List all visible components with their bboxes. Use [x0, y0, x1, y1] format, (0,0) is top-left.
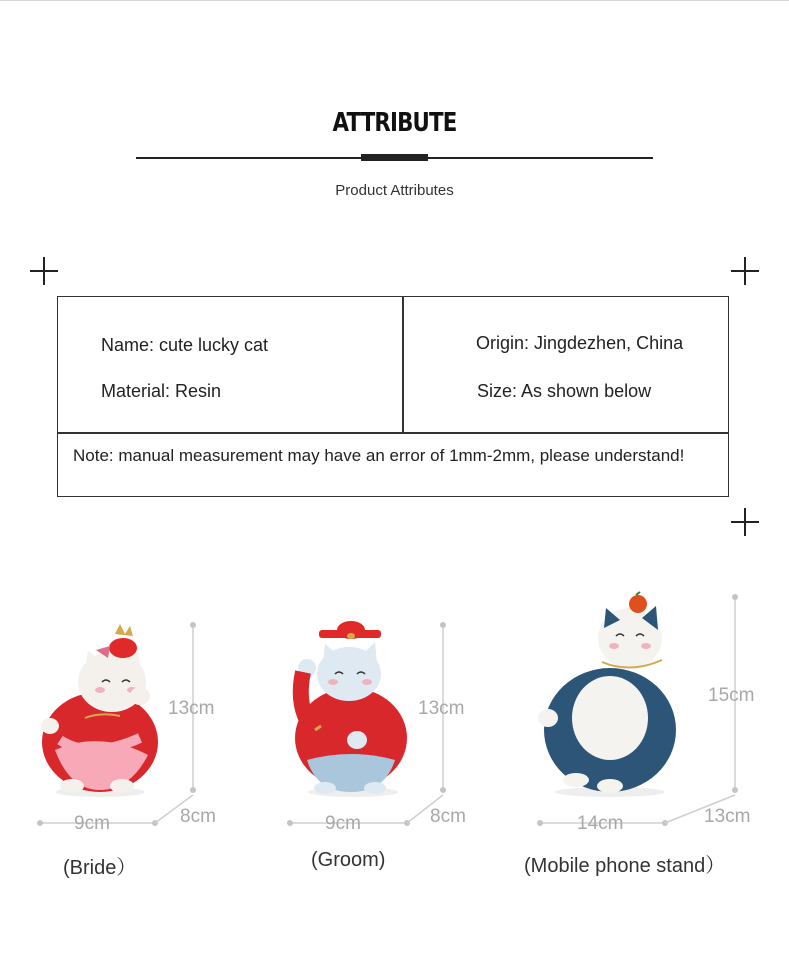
stand-width-label: 14cm [577, 813, 624, 834]
attr-size: Size: As shown below [477, 381, 652, 401]
groom-caption: (Groom) [311, 849, 386, 871]
page-subtitle: Product Attributes [335, 182, 454, 199]
stand-caption: (Mobile phone stand） [524, 855, 726, 877]
attr-name: Name: cute lucky cat [101, 335, 269, 355]
bride-height-label: 13cm [168, 698, 215, 719]
attr-origin: Origin: Jingdezhen, China [476, 333, 684, 353]
bride-caption: (Bride） [63, 857, 137, 879]
bride-width-label: 9cm [74, 813, 110, 834]
measurement-note: Note: manual measurement may have an error of 1mm-2mm, please understand! [73, 446, 685, 465]
stand-depth-label: 13cm [704, 806, 751, 827]
stand-height-label: 15cm [708, 685, 755, 706]
groom-height-label: 13cm [418, 698, 465, 719]
groom-width-label: 9cm [325, 813, 361, 834]
phone-stand-cat-figurine [530, 590, 680, 800]
bride-depth-label: 8cm [180, 806, 216, 827]
page-title: ATTRIBUTE [332, 108, 457, 138]
attr-material: Material: Resin [101, 381, 222, 401]
bride-cat-figurine [30, 620, 170, 800]
groom-depth-label: 8cm [430, 806, 466, 827]
groom-cat-figurine [285, 620, 425, 800]
